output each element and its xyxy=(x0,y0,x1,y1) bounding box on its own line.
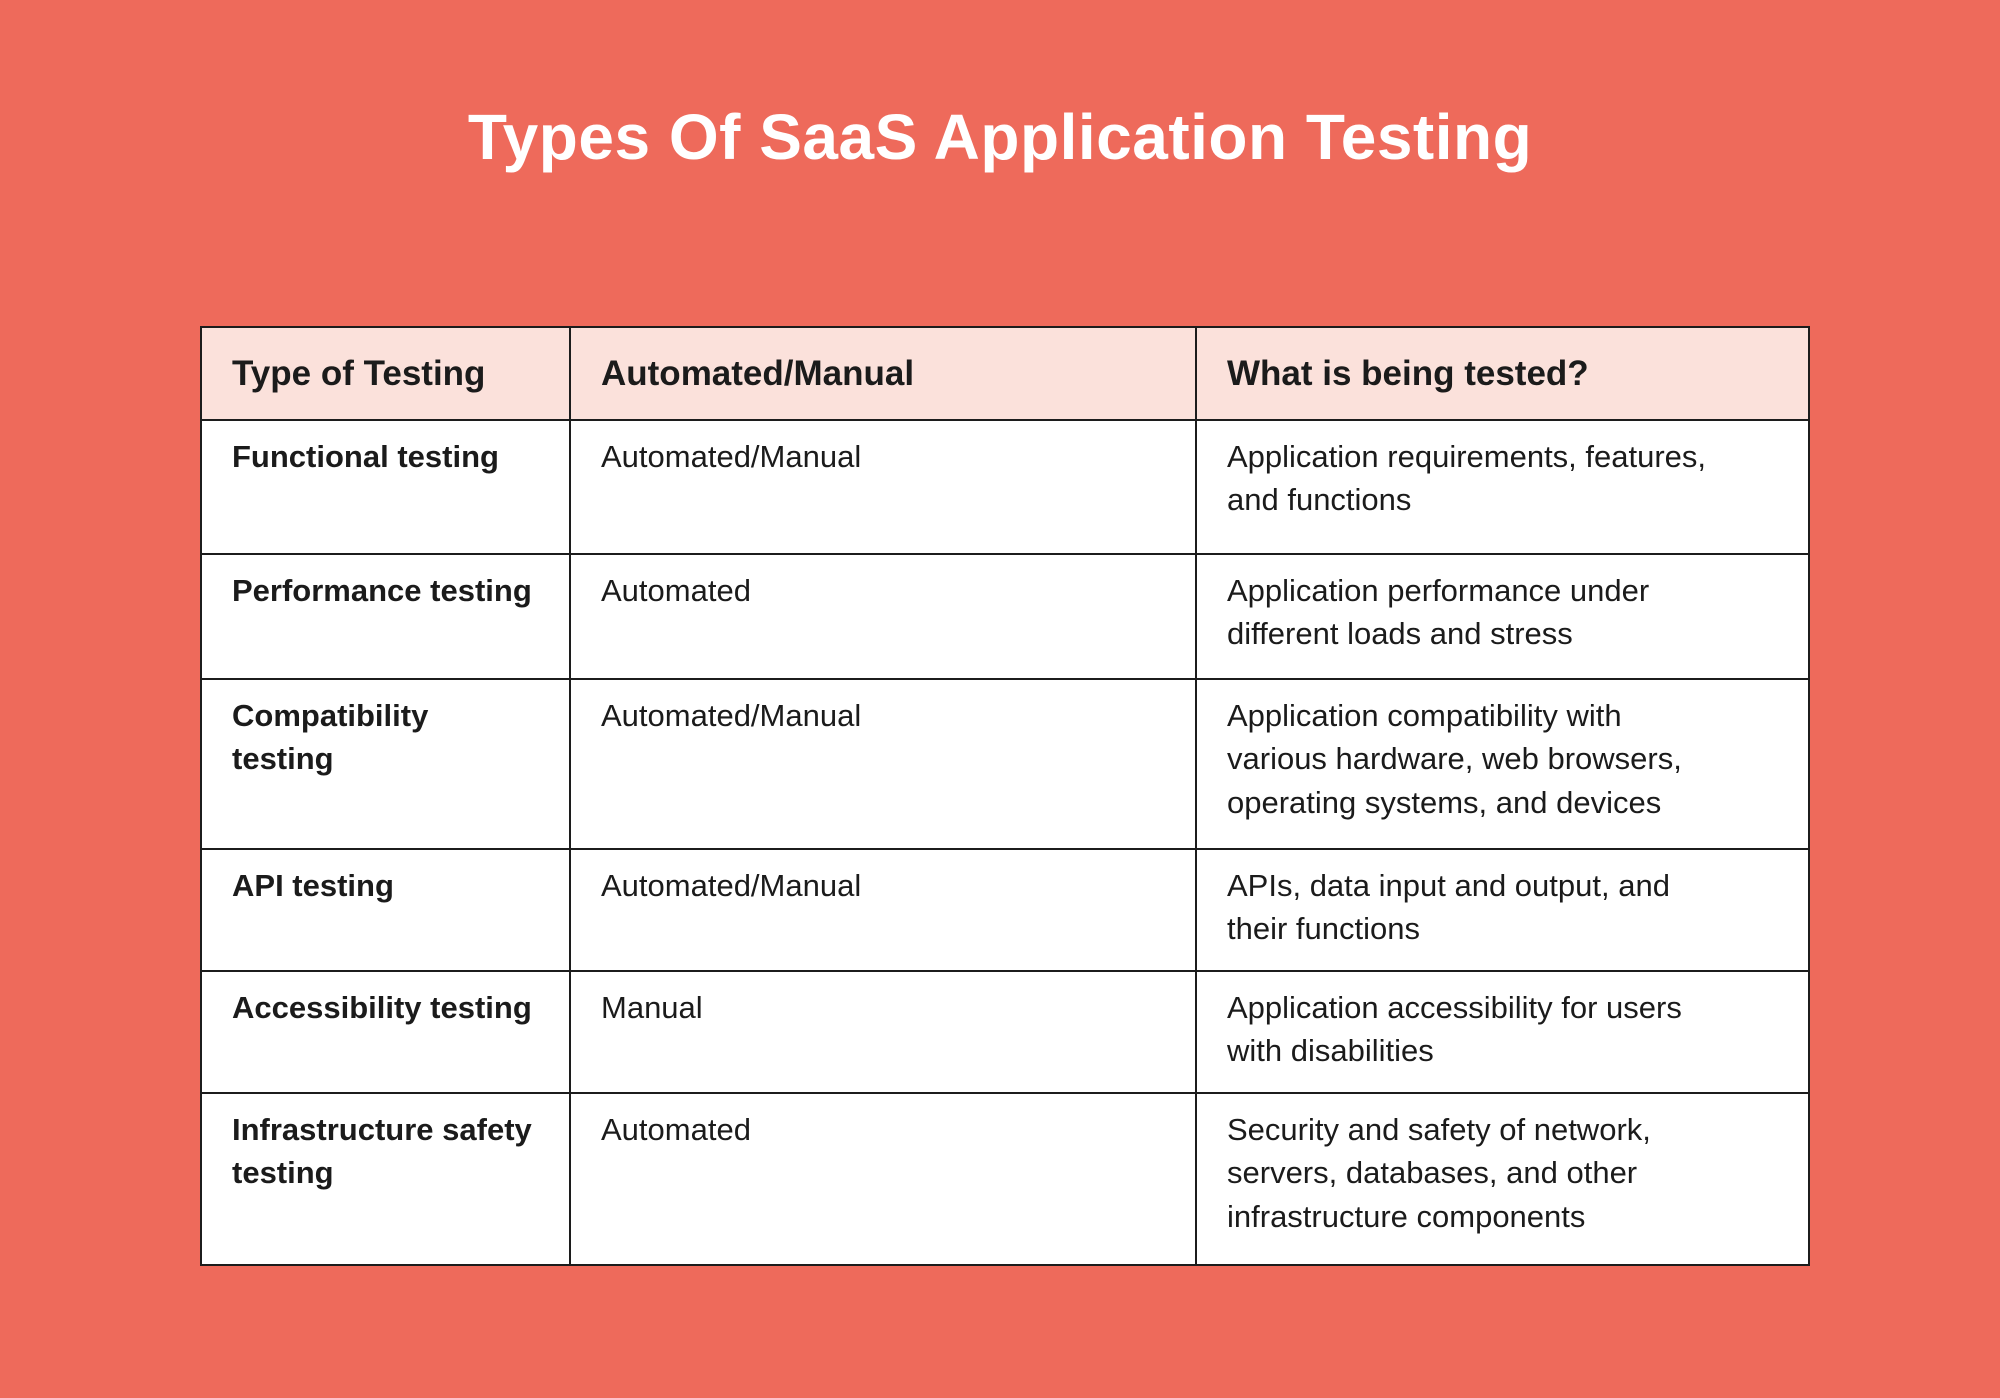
cell-what-is-tested xyxy=(1196,971,1809,1093)
cell-testing-mode: Manual xyxy=(570,971,1196,1093)
cell-what-is-tested xyxy=(1196,554,1809,679)
what-is-tested-text: Application performance under different loads and stress xyxy=(1227,573,1650,652)
cell-testing-type xyxy=(201,554,570,679)
what-is-tested-text: Security and safety of network, servers, databases, and other infrastructure components xyxy=(1227,1112,1651,1234)
testing-type-label: API testing xyxy=(232,868,394,903)
table-row xyxy=(201,971,1809,1093)
cell-testing-mode: Automated/Manual xyxy=(570,420,1196,554)
cell-testing-type xyxy=(201,849,570,971)
cell-testing-mode: Automated xyxy=(570,554,1196,679)
cell-testing-type xyxy=(201,1093,570,1265)
testing-type-label: Functional testing xyxy=(232,439,499,474)
cell-testing-mode: Automated xyxy=(570,1093,1196,1265)
cell-testing-mode: Automated/Manual xyxy=(570,679,1196,849)
cell-testing-type xyxy=(201,679,570,849)
table-row xyxy=(201,554,1809,679)
page-title: Types Of SaaS Application Testing xyxy=(467,101,1533,173)
table-row xyxy=(201,679,1809,849)
testing-type-label: Accessibility testing xyxy=(232,990,532,1025)
header-cell-what-is-tested: What is being tested? xyxy=(1196,327,1809,420)
testing-type-label: Performance testing xyxy=(232,573,532,608)
cell-testing-type xyxy=(201,420,570,554)
table-row xyxy=(201,1093,1809,1265)
what-is-tested-text: APIs, data input and output, and their functions xyxy=(1227,868,1670,947)
cell-what-is-tested xyxy=(1196,849,1809,971)
table-header-row xyxy=(201,327,1809,420)
testing-type-label: Compatibility testing xyxy=(232,698,429,777)
what-is-tested-text: Application requirements, features, and functions xyxy=(1227,439,1707,518)
table-row xyxy=(201,849,1809,971)
header-cell-automated-manual: Automated/Manual xyxy=(570,327,1196,420)
cell-what-is-tested xyxy=(1196,1093,1809,1265)
what-is-tested-text: Application compatibility with various hardware, web browsers, operating systems, and devices xyxy=(1227,698,1682,820)
header-cell-type-of-testing: Type of Testing xyxy=(201,327,570,420)
table-row xyxy=(201,420,1809,554)
cell-testing-mode: Automated/Manual xyxy=(570,849,1196,971)
cell-what-is-tested xyxy=(1196,679,1809,849)
what-is-tested-text: Application accessibility for users with disabilities xyxy=(1227,990,1682,1069)
cell-testing-type xyxy=(201,971,570,1093)
testing-type-label: Infrastructure safety testing xyxy=(232,1112,532,1191)
cell-what-is-tested xyxy=(1196,420,1809,554)
saas-testing-table xyxy=(200,326,1810,1266)
